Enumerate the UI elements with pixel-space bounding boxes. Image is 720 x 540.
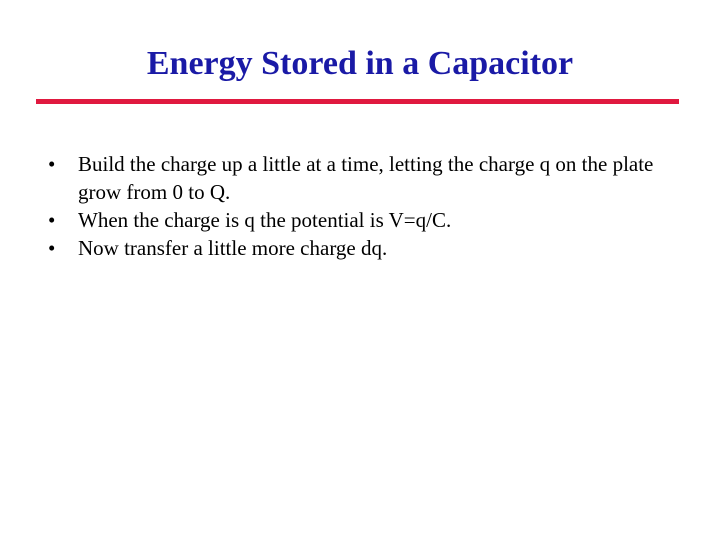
bullet-icon: •	[48, 236, 56, 260]
bullet-icon: •	[48, 152, 56, 176]
slide-title: Energy Stored in a Capacitor	[146, 45, 574, 82]
title-underline-rule	[36, 99, 679, 104]
bullet-item	[48, 150, 668, 206]
bullet-text: Build the charge up a little at a time, letting the charge q on the plate grow from 0 to Q.	[78, 152, 654, 204]
bullet-list	[48, 150, 668, 262]
bullet-icon: •	[48, 208, 56, 232]
bullet-text: When the charge is q the potential is V=q/C.	[78, 208, 452, 232]
bullet-item	[48, 206, 668, 234]
bullet-item	[48, 234, 668, 262]
bullet-text: Now transfer a little more charge dq.	[78, 236, 388, 260]
